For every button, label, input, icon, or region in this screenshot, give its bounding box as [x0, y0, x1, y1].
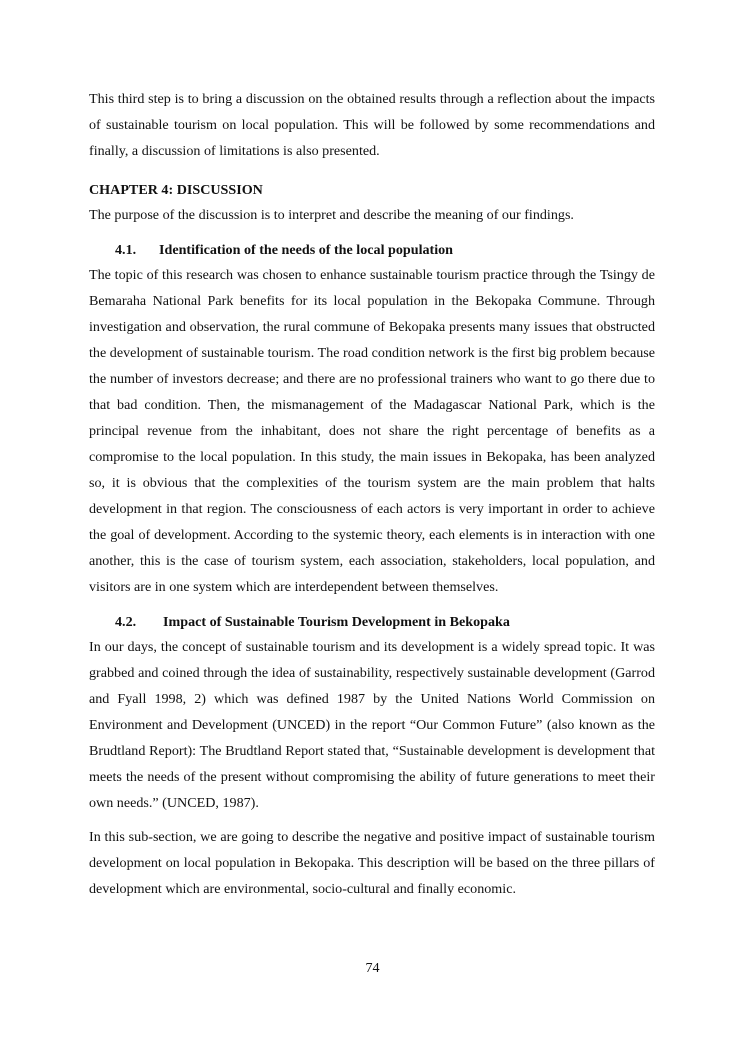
section-4-2-paragraph-2: In this sub-section, we are going to describe the negative and positive impact of sustainable tourism development on local population in Bekopaka. This description will be based on the three pillars of development which are environmental, socio-cultural and finally economic.: [89, 829, 655, 897]
section-4-2-paragraph-1: In our days, the concept of sustainable tourism and its development is a widely spread topic. It was grabbed and coined through the idea of sustainability, respectively sustainable development (Garrod and Fyall 1998, 2) which was defined 1987 by the United Nations World Commission on Environment and Development (UNCED) in the report “Our Common Future” (also known as the Brudtland Report): The Brudtland Report stated that, “Sustainable development is development that meets the needs of the present without compromising the ability of future generations to meet their own needs.” (UNCED, 1987).: [89, 639, 655, 811]
section-number: 4.1.: [115, 242, 137, 258]
document-page: [89, 86, 655, 902]
section-title: Impact of Sustainable Tourism Development in Bekopaka: [163, 614, 510, 630]
section-number: 4.2.: [115, 614, 137, 630]
intro-paragraph: This third step is to bring a discussion on the obtained results through a reflection about the impacts of sustainable tourism on local population. This will be followed by some recommendations and finally, a discussion of limitations is also presented.: [89, 91, 655, 159]
section-heading-4-1: [89, 238, 655, 262]
section-4-1-paragraph: The topic of this research was chosen to enhance sustainable tourism practice through the Tsingy de Bemaraha National Park benefits for its local population in the Bekopaka Commune. Through investigation and observation, the rural commune of Bekopaka presents many issues that obstructed the development of sustainable tourism. The road condition network is the first big problem because the number of investors decrease; and there are no professional trainers who want to go there due to that bad condition. Then, the mismanagement of the Madagascar National Park, which is the principal revenue from the inhabitant, does not share the right percentage of benefits as a compromise to the local population. In this study, the main issues in Bekopaka, has been analyzed so, it is obvious that the complexities of the tourism system are the main problem that halts development in that region. The consciousness of each actors is very important in order to achieve the goal of development. According to the systemic theory, each elements is in interaction with one another, this is the case of tourism system, each association, stakeholders, local population, and visitors are in one system which are interdependent between themselves.: [89, 267, 655, 595]
chapter-title: CHAPTER 4: DISCUSSION: [89, 182, 263, 198]
section-title: Identification of the needs of the local population: [159, 242, 454, 258]
chapter-purpose: The purpose of the discussion is to interpret and describe the meaning of our findings.: [89, 207, 574, 223]
page-number: 74: [365, 960, 380, 976]
section-heading-4-2: [89, 610, 655, 634]
